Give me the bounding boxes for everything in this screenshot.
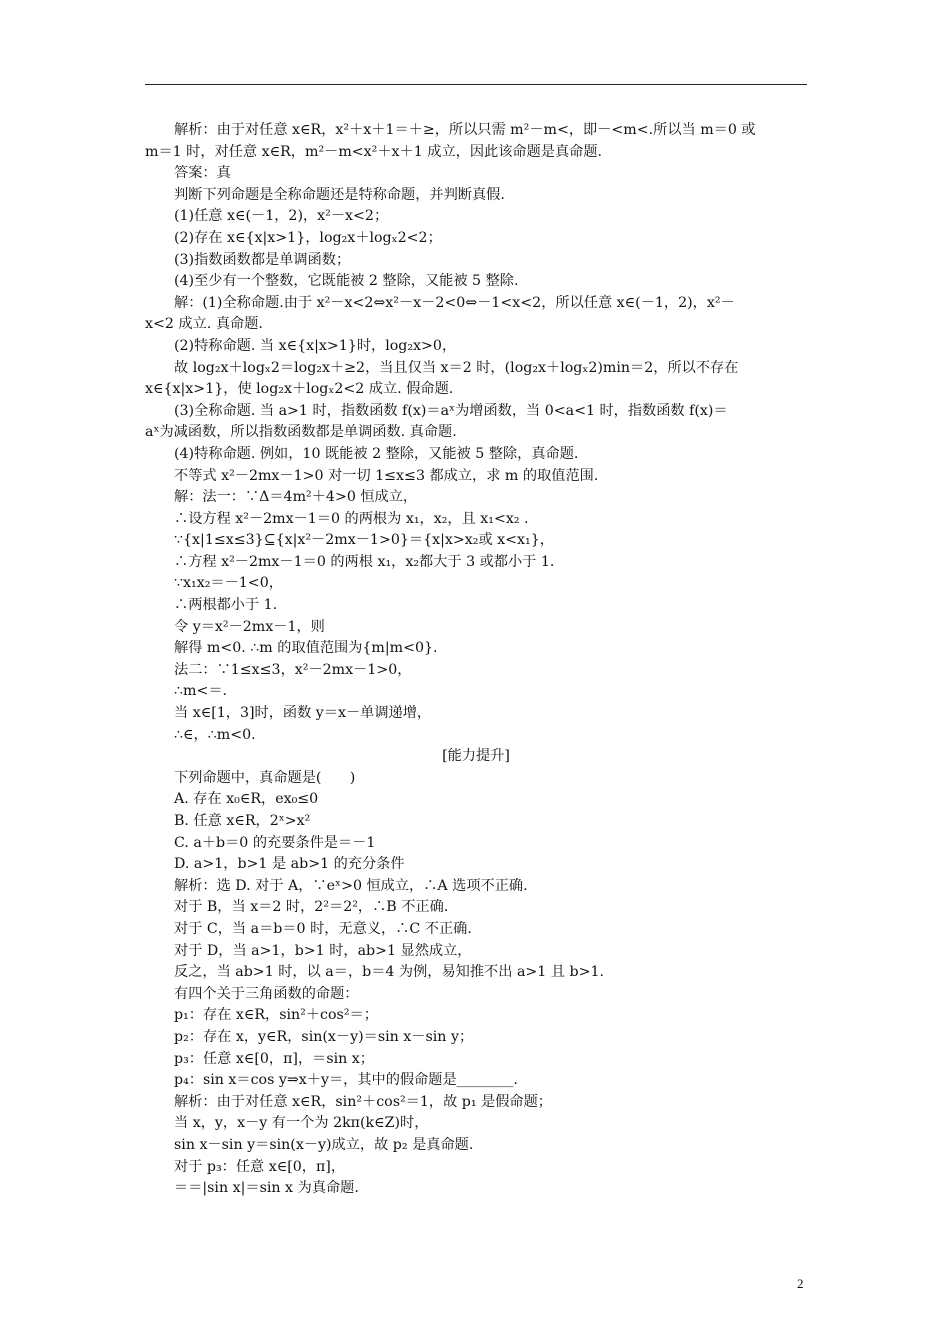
text-line: ∴∈，∴m<0.	[174, 726, 256, 743]
text-line: 法二：∵1≤x≤3，x²－2mx－1>0，	[174, 661, 412, 678]
text-line: ∵x₁x₂＝－1<0，	[174, 575, 283, 592]
text-line: ＝＝|sin x|＝sin x 为真命题.	[174, 1180, 359, 1197]
text-line: (3)全称命题. 当 a>1 时，指数函数 f(x)＝aˣ为增函数，当 0<a<1 时，指数函数 f(x)＝	[174, 402, 728, 419]
text-line: 反之，当 ab>1 时，以 a＝，b＝4 为例，易知推不出 a>1 且 b>1.	[174, 964, 605, 981]
text-line: p₄：sin x＝cos y⇒x＋y＝，其中的假命题是________.	[174, 1072, 518, 1089]
text-line: 解析：由于对任意 x∈R，sin²＋cos²＝1，故 p₁ 是假命题；	[174, 1093, 552, 1110]
text-line: aˣ为减函数，所以指数函数都是单调函数. 真命题.	[145, 424, 457, 441]
text-line: (4)特称命题. 例如，10 既能被 2 整除，又能被 5 整除，真命题.	[174, 445, 579, 462]
text-line: 解：(1)全称命题.由于 x²－x<2⇔x²－x－2<0⇔－1<x<2，所以任意 x∈(－1，2)，x²－	[174, 294, 735, 311]
text-line: B. 任意 x∈R，2ˣ>x²	[174, 813, 311, 829]
text-line: D. a>1，b>1 是 ab>1 的充分条件	[174, 856, 405, 873]
text-line: sin x－sin y＝sin(x－y)成立，故 p₂ 是真命题.	[174, 1136, 474, 1153]
text-line: A. 存在 x₀∈R，ex₀≤0	[174, 791, 319, 808]
text-line: x∈{x|x>1}，使 log₂x＋logₓ2<2 成立. 假命题.	[145, 381, 454, 398]
text-line: 故 log₂x＋logₓ2＝log₂x＋≥2，当且仅当 x＝2 时，(log₂x＋logₓ2)min＝2，所以不存在	[174, 359, 739, 376]
text-line: 解析：由于对任意 x∈R，x²＋x＋1＝＋≥，所以只需 m²－m<，即－<m<.所以当 m＝0 或	[174, 122, 756, 138]
text-line: 当 x∈[1，3]时，函数 y＝x－单调递增，	[174, 705, 432, 722]
text-line: (1)任意 x∈(－1，2)，x²－x<2；	[174, 208, 389, 225]
text-line: p₁：存在 x∈R，sin²＋cos²＝；	[174, 1007, 378, 1024]
header-rule	[145, 84, 807, 85]
text-line: 当 x，y，x－y 有一个为 2kπ(k∈Z)时，	[174, 1115, 429, 1132]
text-line: 解：法一：∵Δ＝4m²＋4>0 恒成立，	[174, 489, 418, 506]
text-line: (2)存在 x∈{x|x>1}，log₂x＋logₓ2<2；	[174, 229, 442, 246]
text-line: (2)特称命题. 当 x∈{x|x>1}时，log₂x>0，	[174, 337, 457, 354]
text-line: (4)至少有一个整数，它既能被 2 整除，又能被 5 整除.	[174, 273, 519, 290]
text-line: 有四个关于三角函数的命题：	[174, 985, 359, 1002]
text-line: ∵{x|1≤x≤3}⊆{x|x²－2mx－1>0}＝{x|x>x₂或 x<x₁}，	[174, 532, 554, 549]
text-line: ∴设方程 x²－2mx－1＝0 的两根为 x₁，x₂，且 x₁<x₂ .	[174, 510, 529, 527]
text-line: 对于 B，当 x＝2 时，2²＝2²，∴B 不正确.	[174, 899, 449, 916]
text-line: x<2 成立. 真命题.	[145, 316, 263, 333]
text-line: ∴m<＝.	[174, 683, 228, 700]
text-line: ∴方程 x²－2mx－1＝0 的两根 x₁，x₂都大于 3 或都小于 1.	[174, 553, 555, 570]
text-line: 判断下列命题是全称命题还是特称命题，并判断真假.	[174, 186, 505, 203]
text-line: 对于 p₃：任意 x∈[0，π]，	[174, 1158, 346, 1175]
page-number: 2	[797, 1276, 804, 1291]
text-line: 对于 C，当 a＝b＝0 时，无意义，∴C 不正确.	[174, 920, 472, 937]
text-line: 解得 m<0. ∴m 的取值范围为{m|m<0}.	[174, 640, 438, 657]
text-line: ∴两根都小于 1.	[174, 597, 278, 614]
text-line: 令 y＝x²－2mx－1，则	[174, 618, 325, 635]
text-line: 下列命题中，真命题是( )	[174, 769, 356, 786]
text-line: m＝1 时，对任意 x∈R，m²－m<x²＋x＋1 成立，因此该命题是真命题.	[145, 143, 603, 160]
text-line: p₂：存在 x，y∈R，sin(x－y)＝sin x－sin y；	[174, 1028, 474, 1045]
text-line: 解析：选 D. 对于 A，∵eˣ>0 恒成立，∴A 选项不正确.	[174, 877, 528, 894]
text-line: 答案：真	[174, 165, 231, 182]
text-line: C. a＋b＝0 的充要条件是＝－1	[174, 834, 376, 851]
text-line: 不等式 x²－2mx－1>0 对一切 1≤x≤3 都成立，求 m 的取值范围.	[174, 467, 599, 484]
text-line: (3)指数函数都是单调函数；	[174, 251, 351, 268]
text-line: 对于 D，当 a>1，b>1 时，ab>1 显然成立，	[174, 942, 472, 959]
section-heading: [能力提升]	[442, 748, 510, 765]
document-body	[145, 120, 807, 1200]
text-line: p₃：任意 x∈[0，π]，＝sin x；	[174, 1050, 374, 1067]
